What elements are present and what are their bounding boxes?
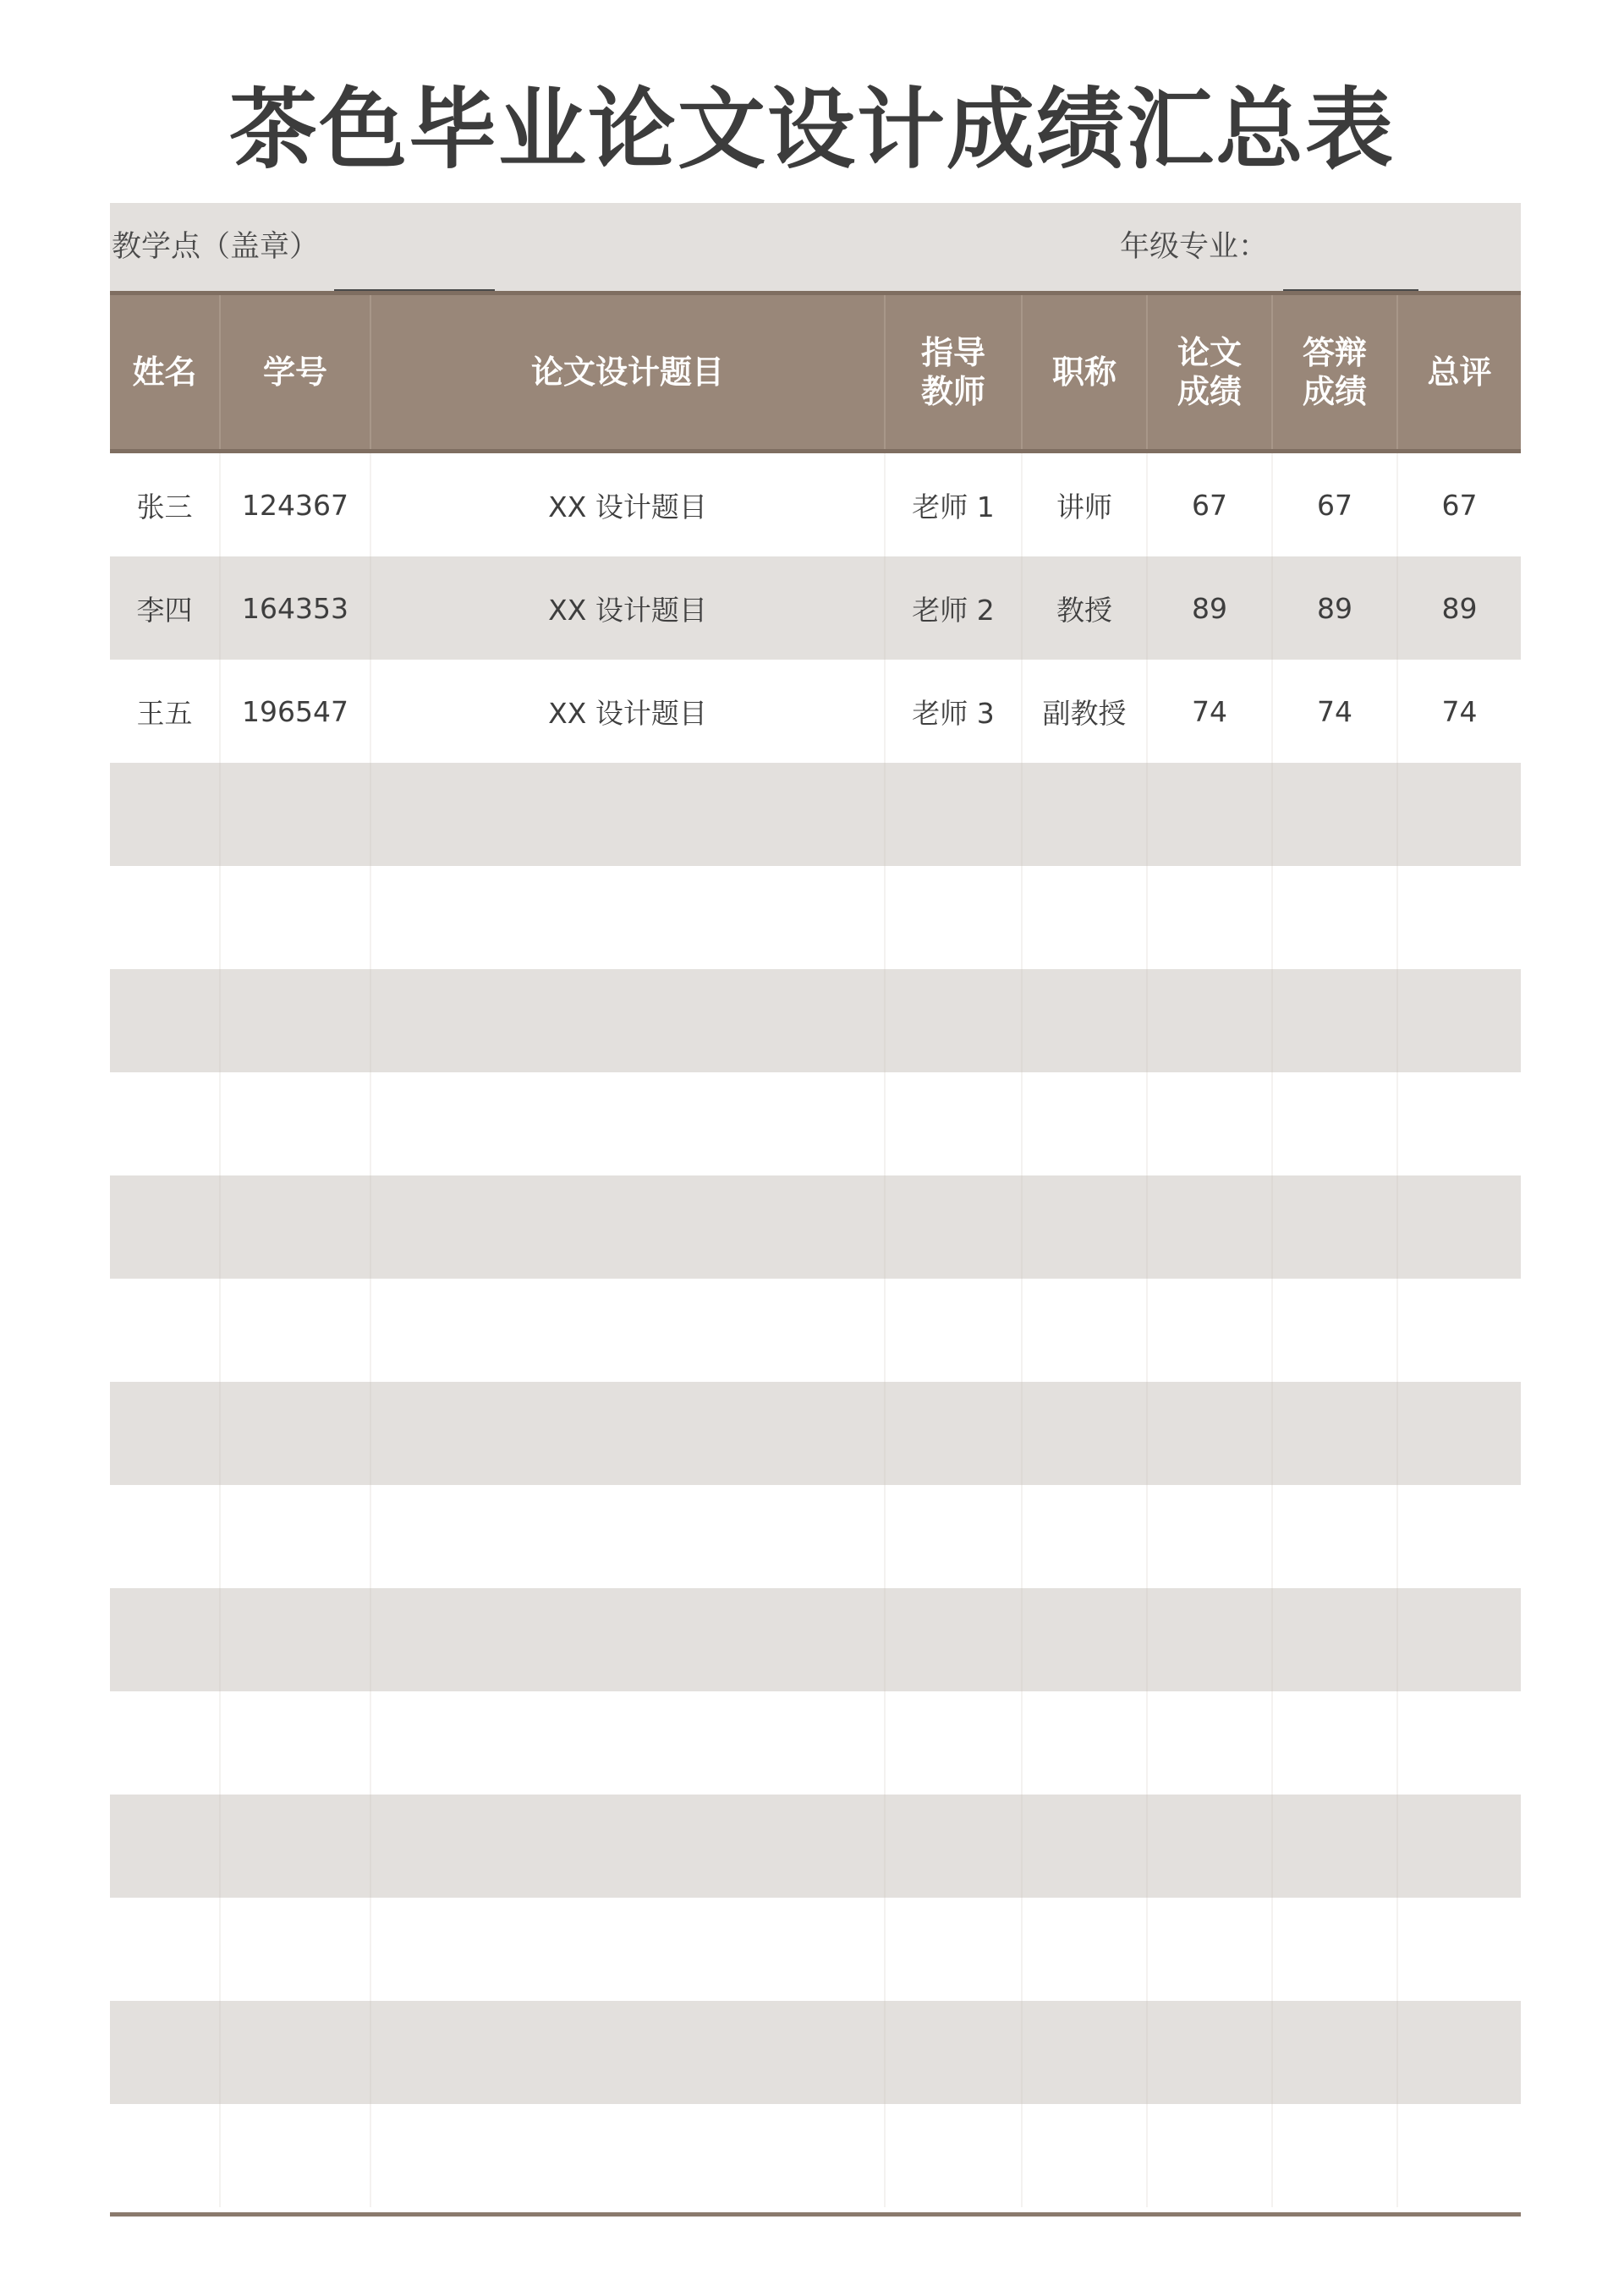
defense-score-cell[interactable]	[1272, 866, 1397, 969]
teaching-site-blank[interactable]	[334, 230, 495, 291]
total-score-cell[interactable]: 67	[1397, 452, 1521, 557]
title-rank-cell[interactable]: 教授	[1022, 556, 1147, 660]
defense-score-cell[interactable]: 89	[1272, 556, 1397, 660]
advisor-cell[interactable]: 老师 2	[885, 556, 1022, 660]
header-thesis-topic: 论文设计题目	[370, 293, 885, 452]
table-row	[110, 763, 1521, 866]
student-id-cell[interactable]	[220, 1279, 370, 1382]
advisor-cell[interactable]	[885, 1072, 1022, 1175]
student-id-cell[interactable]	[220, 1691, 370, 1795]
thesis-score-cell[interactable]	[1147, 1898, 1272, 2001]
header-student-id: 学号	[220, 293, 370, 452]
table-row	[110, 1485, 1521, 1588]
header-title-rank: 职称	[1022, 293, 1147, 452]
total-score-cell[interactable]	[1397, 1691, 1521, 1795]
defense-score-cell[interactable]	[1272, 2104, 1397, 2207]
name-cell[interactable]: 李四	[110, 556, 220, 660]
table-row	[110, 556, 1521, 660]
thesis-score-cell[interactable]	[1147, 1691, 1272, 1795]
student-id-cell[interactable]	[220, 2104, 370, 2207]
name-cell[interactable]	[110, 969, 220, 1072]
info-bar	[110, 203, 1521, 291]
thesis-topic-cell[interactable]	[370, 1279, 885, 1382]
defense-score-cell[interactable]	[1272, 1382, 1397, 1485]
name-cell[interactable]	[110, 1382, 220, 1485]
advisor-cell[interactable]	[885, 1898, 1022, 2001]
header-advisor: 指导 教师	[885, 293, 1022, 452]
name-cell[interactable]	[110, 1279, 220, 1382]
name-cell[interactable]	[110, 2104, 220, 2207]
student-id-cell[interactable]	[220, 969, 370, 1072]
total-score-cell[interactable]: 74	[1397, 660, 1521, 763]
student-id-cell[interactable]	[220, 1898, 370, 2001]
name-cell[interactable]	[110, 1898, 220, 2001]
title-rank-cell[interactable]	[1022, 1382, 1147, 1485]
header-total-score: 总评	[1397, 293, 1521, 452]
student-id-cell[interactable]: 164353	[220, 556, 370, 660]
name-cell[interactable]	[110, 1072, 220, 1175]
header-defense-score: 答辩 成绩	[1272, 293, 1397, 452]
title-rank-cell[interactable]	[1022, 763, 1147, 866]
advisor-cell[interactable]: 老师 1	[885, 452, 1022, 557]
table-row	[110, 1175, 1521, 1279]
defense-score-cell[interactable]	[1272, 1485, 1397, 1588]
thesis-score-cell[interactable]	[1147, 1588, 1272, 1691]
defense-score-cell[interactable]	[1272, 763, 1397, 866]
total-score-cell[interactable]	[1397, 1175, 1521, 1279]
total-score-cell[interactable]	[1397, 969, 1521, 1072]
advisor-cell[interactable]	[885, 2104, 1022, 2207]
total-score-cell[interactable]	[1397, 1072, 1521, 1175]
total-score-cell[interactable]	[1397, 1898, 1521, 2001]
header-thesis-score: 论文 成绩	[1147, 293, 1272, 452]
title-rank-cell[interactable]	[1022, 2001, 1147, 2104]
thesis-topic-cell[interactable]	[370, 1588, 885, 1691]
total-score-cell[interactable]	[1397, 1588, 1521, 1691]
defense-score-cell[interactable]	[1272, 1691, 1397, 1795]
student-id-cell[interactable]	[220, 763, 370, 866]
thesis-topic-cell[interactable]	[370, 1175, 885, 1279]
title-rank-cell[interactable]	[1022, 1175, 1147, 1279]
thesis-topic-cell[interactable]	[370, 1382, 885, 1485]
thesis-topic-cell[interactable]	[370, 866, 885, 969]
student-id-cell[interactable]	[220, 1382, 370, 1485]
thesis-topic-cell[interactable]	[370, 2104, 885, 2207]
table-row	[110, 1898, 1521, 2001]
student-id-cell[interactable]	[220, 1795, 370, 1898]
total-score-cell[interactable]	[1397, 866, 1521, 969]
thesis-score-cell[interactable]: 89	[1147, 556, 1272, 660]
teaching-site-label: 教学点（盖章）	[112, 230, 320, 264]
advisor-cell[interactable]	[885, 1588, 1022, 1691]
thesis-topic-cell[interactable]: XX 设计题目	[370, 660, 885, 763]
thesis-score-cell[interactable]	[1147, 1382, 1272, 1485]
total-score-cell[interactable]	[1397, 1795, 1521, 1898]
title-rank-cell[interactable]	[1022, 969, 1147, 1072]
table-row	[110, 1382, 1521, 1485]
thesis-score-cell[interactable]	[1147, 969, 1272, 1072]
defense-score-cell[interactable]	[1272, 969, 1397, 1072]
thesis-score-cell[interactable]: 74	[1147, 660, 1272, 763]
thesis-score-cell[interactable]	[1147, 1485, 1272, 1588]
thesis-score-cell[interactable]	[1147, 1072, 1272, 1175]
defense-score-cell[interactable]	[1272, 1072, 1397, 1175]
thesis-score-cell[interactable]	[1147, 763, 1272, 866]
thesis-topic-cell[interactable]	[370, 1485, 885, 1588]
thesis-score-cell[interactable]	[1147, 1795, 1272, 1898]
student-id-cell[interactable]	[220, 866, 370, 969]
defense-score-cell[interactable]: 67	[1272, 452, 1397, 557]
title-rank-cell[interactable]	[1022, 1588, 1147, 1691]
student-id-cell[interactable]	[220, 1485, 370, 1588]
advisor-cell[interactable]	[885, 1382, 1022, 1485]
name-cell[interactable]: 王五	[110, 660, 220, 763]
thesis-score-cell[interactable]	[1147, 1279, 1272, 1382]
thesis-topic-cell[interactable]	[370, 1691, 885, 1795]
table-row	[110, 1279, 1521, 1382]
advisor-cell[interactable]	[885, 763, 1022, 866]
bottom-rule	[110, 2212, 1521, 2217]
name-cell[interactable]	[110, 1795, 220, 1898]
table-row	[110, 1795, 1521, 1898]
total-score-cell[interactable]: 89	[1397, 556, 1521, 660]
title-rank-cell[interactable]	[1022, 1898, 1147, 2001]
student-id-cell[interactable]: 124367	[220, 452, 370, 557]
advisor-cell[interactable]	[885, 1691, 1022, 1795]
student-id-cell[interactable]	[220, 1072, 370, 1175]
name-cell[interactable]	[110, 1175, 220, 1279]
thesis-topic-cell[interactable]: XX 设计题目	[370, 556, 885, 660]
thesis-score-cell[interactable]	[1147, 2001, 1272, 2104]
title-rank-cell[interactable]	[1022, 2104, 1147, 2207]
thesis-topic-cell[interactable]	[370, 1795, 885, 1898]
total-score-cell[interactable]	[1397, 763, 1521, 866]
table-row	[110, 2104, 1521, 2207]
table-row	[110, 866, 1521, 969]
total-score-cell[interactable]	[1397, 2001, 1521, 2104]
name-cell[interactable]	[110, 1691, 220, 1795]
page-title: 茶色毕业论文设计成绩汇总表	[228, 78, 1395, 181]
name-cell[interactable]	[110, 866, 220, 969]
defense-score-cell[interactable]	[1272, 1588, 1397, 1691]
thesis-topic-cell[interactable]	[370, 1072, 885, 1175]
advisor-cell[interactable]	[885, 1485, 1022, 1588]
table-row	[110, 1072, 1521, 1175]
table-row	[110, 969, 1521, 1072]
title-rank-cell[interactable]	[1022, 1485, 1147, 1588]
table-row	[110, 1588, 1521, 1691]
name-cell[interactable]	[110, 1485, 220, 1588]
thesis-topic-cell[interactable]	[370, 2001, 885, 2104]
total-score-cell[interactable]	[1397, 1279, 1521, 1382]
advisor-cell[interactable]	[885, 1279, 1022, 1382]
title-rank-cell[interactable]	[1022, 866, 1147, 969]
thesis-score-cell[interactable]: 67	[1147, 452, 1272, 557]
student-id-cell[interactable]	[220, 1588, 370, 1691]
advisor-cell[interactable]	[885, 1175, 1022, 1279]
advisor-cell[interactable]	[885, 2001, 1022, 2104]
advisor-cell[interactable]	[885, 969, 1022, 1072]
defense-score-cell[interactable]: 74	[1272, 660, 1397, 763]
student-id-cell[interactable]: 196547	[220, 660, 370, 763]
total-score-cell[interactable]	[1397, 1382, 1521, 1485]
thesis-score-cell[interactable]	[1147, 866, 1272, 969]
title-rank-cell[interactable]	[1022, 1795, 1147, 1898]
name-cell[interactable]: 张三	[110, 452, 220, 557]
total-score-cell[interactable]	[1397, 2104, 1521, 2207]
defense-score-cell[interactable]	[1272, 1795, 1397, 1898]
thesis-topic-cell[interactable]	[370, 969, 885, 1072]
title-rank-cell[interactable]: 讲师	[1022, 452, 1147, 557]
table-row	[110, 2001, 1521, 2104]
score-table	[110, 291, 1521, 2207]
table-row	[110, 1691, 1521, 1795]
table-header-row	[110, 293, 1521, 452]
thesis-topic-cell[interactable]: XX 设计题目	[370, 452, 885, 557]
advisor-cell[interactable]	[885, 1795, 1022, 1898]
defense-score-cell[interactable]	[1272, 1898, 1397, 2001]
header-name: 姓名	[110, 293, 220, 452]
total-score-cell[interactable]	[1397, 1485, 1521, 1588]
name-cell[interactable]	[110, 1588, 220, 1691]
grade-major-label: 年级专业：	[1120, 230, 1269, 264]
title-rank-cell[interactable]	[1022, 1072, 1147, 1175]
thesis-score-cell[interactable]	[1147, 2104, 1272, 2207]
thesis-score-cell[interactable]	[1147, 1175, 1272, 1279]
table-row	[110, 660, 1521, 763]
advisor-cell[interactable]	[885, 866, 1022, 969]
thesis-topic-cell[interactable]	[370, 763, 885, 866]
defense-score-cell[interactable]	[1272, 1279, 1397, 1382]
grade-major-blank[interactable]	[1283, 230, 1418, 291]
name-cell[interactable]	[110, 763, 220, 866]
student-id-cell[interactable]	[220, 2001, 370, 2104]
defense-score-cell[interactable]	[1272, 1175, 1397, 1279]
title-rank-cell[interactable]	[1022, 1691, 1147, 1795]
grade-major-field	[1120, 203, 1418, 291]
title-rank-cell[interactable]: 副教授	[1022, 660, 1147, 763]
defense-score-cell[interactable]	[1272, 2001, 1397, 2104]
teaching-site-field	[112, 203, 495, 291]
thesis-topic-cell[interactable]	[370, 1898, 885, 2001]
title-rank-cell[interactable]	[1022, 1279, 1147, 1382]
table-row	[110, 452, 1521, 557]
student-id-cell[interactable]	[220, 1175, 370, 1279]
name-cell[interactable]	[110, 2001, 220, 2104]
advisor-cell[interactable]: 老师 3	[885, 660, 1022, 763]
